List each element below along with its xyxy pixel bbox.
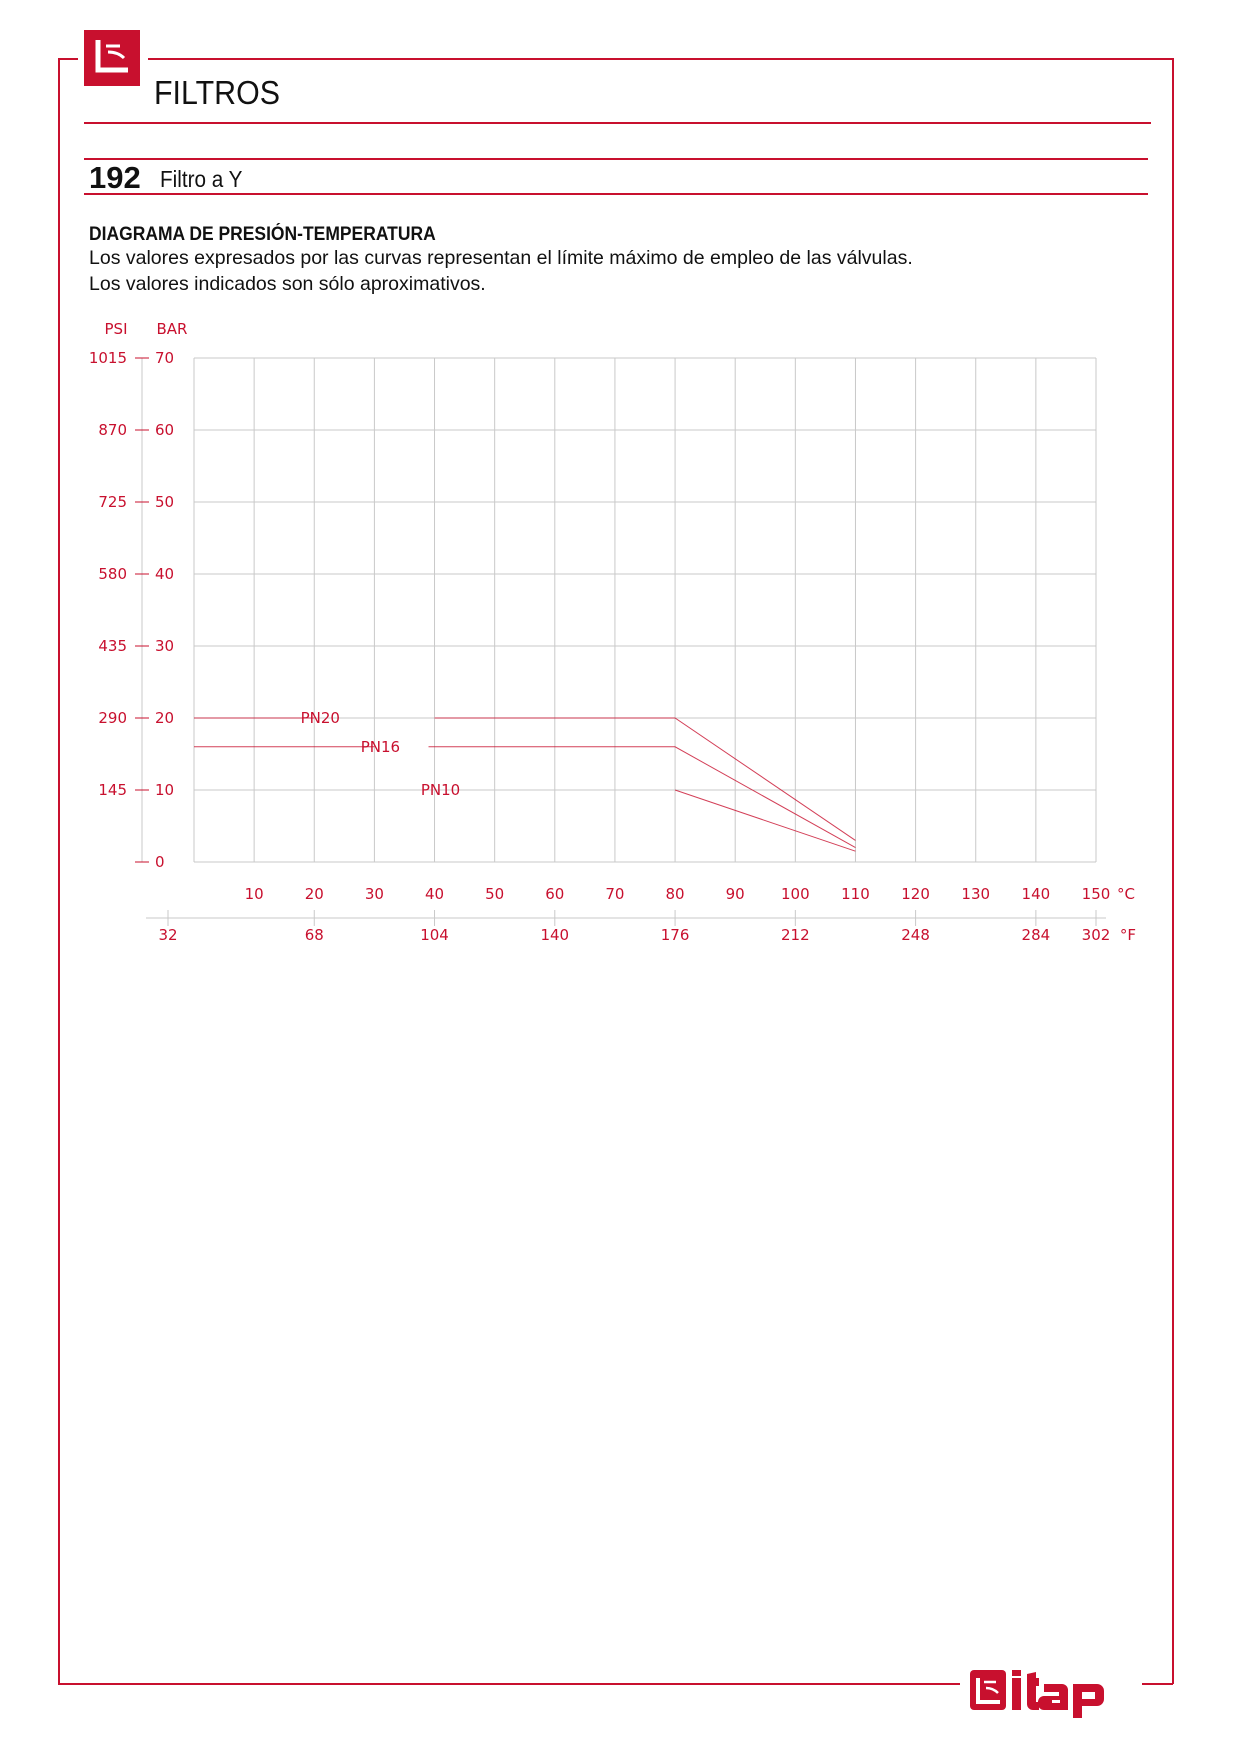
series-line-pn10 bbox=[675, 790, 855, 851]
fahrenheit-unit-label: °F bbox=[1119, 926, 1137, 944]
fahrenheit-tick-label: 248 bbox=[901, 926, 930, 944]
psi-tick-label: 580 bbox=[98, 565, 127, 583]
celsius-unit-label: °C bbox=[1117, 885, 1135, 903]
celsius-tick-label: 20 bbox=[304, 885, 324, 903]
celsius-tick-label: 10 bbox=[244, 885, 264, 903]
celsius-tick-label: 30 bbox=[364, 885, 384, 903]
celsius-tick-label: 40 bbox=[424, 885, 445, 903]
diagram-heading: DIAGRAMA DE PRESIÓN-TEMPERATURA bbox=[89, 224, 436, 245]
bar-tick-label: 70 bbox=[155, 349, 175, 367]
series-label-pn16: PN16 bbox=[360, 737, 401, 756]
fahrenheit-tick-label: 284 bbox=[1021, 926, 1051, 944]
series-label-pn10: PN10 bbox=[420, 781, 461, 799]
section-title: FILTROS bbox=[154, 74, 280, 111]
psi-tick-label: 1015 bbox=[88, 349, 127, 367]
celsius-tick-label: 80 bbox=[665, 885, 685, 903]
series-label-pn20: PN20 bbox=[300, 709, 340, 727]
celsius-tick-label: 100 bbox=[781, 885, 810, 903]
fahrenheit-tick-label: 140 bbox=[540, 926, 570, 944]
description-line-2: Los valores indicados son sólo aproximativos. bbox=[89, 273, 486, 295]
bar-tick-label: 10 bbox=[155, 781, 175, 799]
frame-bottom-line bbox=[58, 1683, 960, 1685]
celsius-tick-label: 110 bbox=[841, 885, 870, 903]
celsius-tick-label: 50 bbox=[485, 885, 505, 903]
fahrenheit-tick-label: 68 bbox=[304, 926, 324, 944]
frame-bottom-line-right bbox=[1142, 1683, 1173, 1685]
bar-tick-label: 40 bbox=[155, 565, 175, 583]
psi-unit-label: PSI bbox=[104, 320, 128, 338]
celsius-tick-label: 120 bbox=[901, 885, 930, 903]
psi-tick-label: 725 bbox=[98, 493, 127, 511]
celsius-tick-label: 70 bbox=[605, 885, 625, 903]
bar-tick-label: 50 bbox=[155, 493, 175, 511]
celsius-tick-label: 60 bbox=[545, 885, 565, 903]
product-code: 192 bbox=[89, 160, 141, 195]
series-line-pn20 bbox=[435, 718, 856, 840]
psi-tick-label: 870 bbox=[98, 421, 127, 439]
fahrenheit-tick-label: 176 bbox=[660, 926, 690, 944]
celsius-tick-label: 140 bbox=[1021, 885, 1051, 903]
celsius-tick-label: 150 bbox=[1081, 885, 1111, 903]
fahrenheit-tick-label: 302 bbox=[1081, 926, 1111, 944]
celsius-tick-label: 130 bbox=[961, 885, 991, 903]
bar-tick-label: 30 bbox=[155, 637, 175, 655]
itap-logo bbox=[968, 1664, 1138, 1729]
fahrenheit-tick-label: 32 bbox=[158, 926, 178, 944]
fahrenheit-tick-label: 104 bbox=[420, 926, 449, 944]
product-name: Filtro a Y bbox=[160, 166, 243, 192]
psi-tick-label: 435 bbox=[98, 637, 127, 655]
psi-tick-label: 145 bbox=[98, 781, 127, 799]
fahrenheit-tick-label: 212 bbox=[781, 926, 810, 944]
celsius-tick-label: 90 bbox=[725, 885, 745, 903]
description-line-1: Los valores expresados por las curvas representan el límite máximo de empleo de las válvulas. bbox=[89, 247, 913, 269]
bar-tick-label: 0 bbox=[155, 853, 165, 871]
bar-tick-label: 60 bbox=[155, 421, 175, 439]
bar-tick-label: 20 bbox=[155, 709, 175, 727]
bar-unit-label: BAR bbox=[156, 320, 188, 338]
psi-tick-label: 290 bbox=[98, 709, 127, 727]
